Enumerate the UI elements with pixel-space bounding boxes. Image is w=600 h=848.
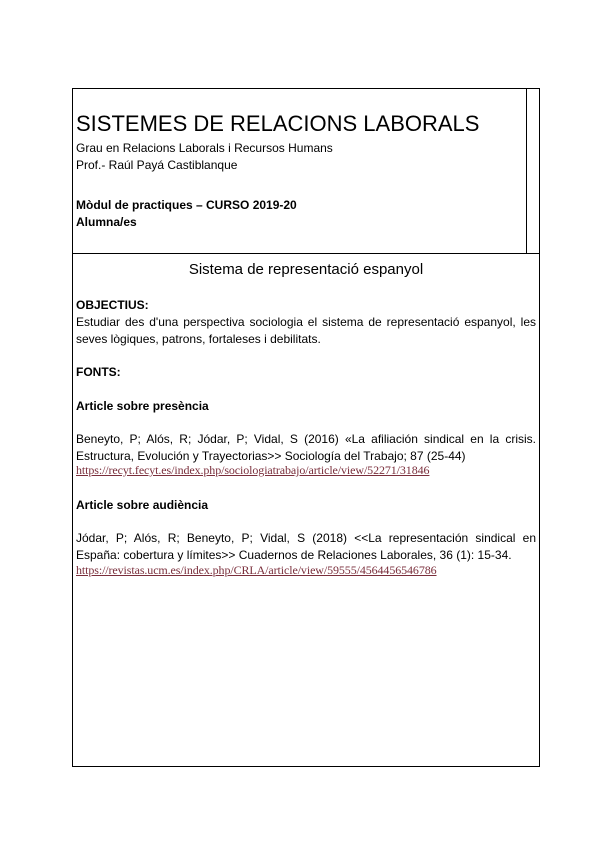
degree-name: Grau en Relacions Laborals i Recursos Humans	[76, 141, 333, 155]
sources-label: FONTS:	[76, 365, 121, 379]
article1-citation: Beneyto, P; Alós, R; Jódar, P; Vidal, S (2016) «La afiliación sindical en la crisis. Estructura, Evolución y Trayectorias>> Sociología del Trabajo; 87 (25-44)	[76, 432, 536, 463]
article2-link[interactable]: https://revistas.ucm.es/index.php/CRLA/article/view/59555/4564456546786	[76, 563, 437, 577]
article1-link[interactable]: https://recyt.fecyt.es/index.php/sociologiatrabajo/article/view/52271/31846	[76, 463, 430, 477]
section-heading: Sistema de representació espanyol	[188, 261, 424, 278]
module-label: Mòdul de practiques – CURSO 2019-20	[76, 198, 297, 212]
article1-label: Article sobre presència	[76, 399, 209, 413]
article2-citation: Jódar, P; Alós, R; Beneyto, P; Vidal, S (2018) <<La representación sindical en España: cobertura y límites>> Cuadernos de Relaciones Laborales, 36 (1): 15-34.	[76, 531, 536, 562]
objectives-label: OBJECTIUS:	[76, 298, 149, 312]
professor-name: Prof.- Raúl Payá Castiblanque	[76, 158, 238, 172]
students-label: Alumna/es	[76, 215, 137, 229]
article2-label: Article sobre audiència	[76, 498, 209, 512]
objectives-text: Estudiar des d'una perspectiva sociologia el sistema de representació espanyol, les seves lògiques, patrons, fortaleses i debilitats.	[76, 315, 536, 346]
course-title: SISTEMES DE RELACIONS LABORALS	[76, 111, 480, 136]
header-side-rule	[526, 88, 527, 254]
